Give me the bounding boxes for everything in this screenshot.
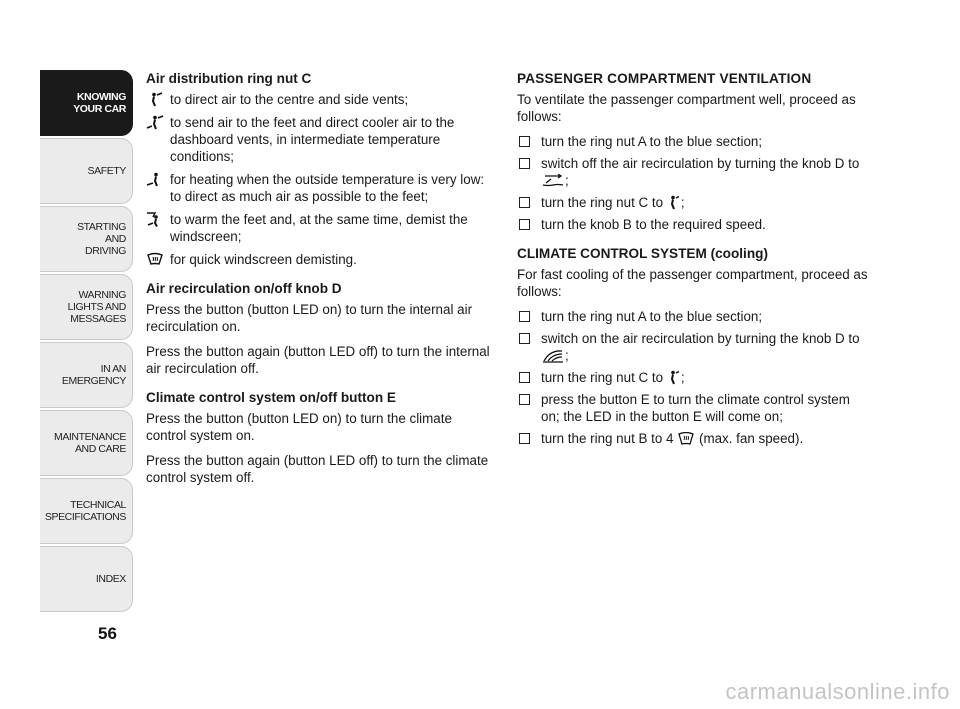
tab-label: STARTING AND DRIVING — [77, 221, 126, 257]
list-item — [517, 155, 869, 189]
vent-face-icon — [146, 92, 164, 107]
list-text: ; — [680, 195, 685, 210]
windscreen-demist-icon — [146, 252, 164, 267]
list-item — [517, 330, 869, 364]
fresh-air-intake-icon — [542, 174, 564, 188]
max-fan-speed-icon — [678, 432, 694, 446]
tab-label: INDEX — [95, 573, 126, 585]
list-item — [517, 430, 869, 447]
recirculation-paragraph: Press the button (button LED on) to turn the internal air recirculation on. — [146, 302, 473, 334]
tab-label: WARNING LIGHTS AND MESSAGES — [67, 289, 126, 325]
tab-technical-specifications[interactable] — [40, 478, 133, 544]
list-item — [517, 133, 869, 150]
recirculation-heading: Air recirculation on/off knob D — [146, 281, 342, 296]
distribution-item — [146, 114, 491, 165]
distribution-text: to send air to the feet and direct cooler air to the dashboard vents, in intermediate temperature conditions; — [170, 115, 455, 164]
list-text: turn the ring nut B to 4 — [541, 431, 674, 446]
chapter-sidebar — [40, 70, 133, 614]
climate-paragraph: Press the button (button LED on) to turn the climate control system on. — [146, 411, 452, 443]
tab-label: KNOWING YOUR CAR — [73, 91, 126, 115]
list-item — [517, 194, 869, 211]
list-item — [517, 369, 869, 386]
tab-index[interactable] — [40, 546, 133, 612]
distribution-item — [146, 91, 491, 108]
list-text: turn the ring nut A to the blue section; — [541, 309, 763, 324]
distribution-item — [146, 211, 491, 245]
ventilation-intro: To ventilate the passenger compartment well, proceed as follows: — [517, 92, 856, 124]
tab-label: IN AN EMERGENCY — [61, 363, 126, 387]
distribution-text: for quick windscreen demisting. — [170, 252, 357, 267]
list-text: press the button E to turn the climate control system on; the LED in the button E will come on; — [541, 392, 850, 424]
vent-feet-windscreen-icon — [146, 212, 164, 227]
list-text: (max. fan speed). — [698, 431, 804, 446]
distribution-item — [146, 171, 491, 205]
tab-starting-and-driving[interactable] — [40, 206, 133, 272]
tab-maintenance[interactable] — [40, 410, 133, 476]
list-text: turn the ring nut C to — [541, 195, 664, 210]
list-text: switch on the air recirculation by turning the knob D to — [541, 331, 860, 346]
vent-face-icon — [668, 195, 680, 210]
list-item — [517, 216, 869, 233]
tab-label: SAFETY — [87, 165, 126, 177]
tab-safety[interactable] — [40, 138, 133, 204]
tab-label: TECHNICAL SPECIFICATIONS — [44, 499, 126, 523]
vent-face-feet-icon — [146, 115, 164, 130]
list-text: ; — [680, 370, 685, 385]
list-text: switch off the air recirculation by turning the knob D to — [541, 156, 860, 171]
watermark: carmanualsonline.info — [725, 679, 950, 704]
distribution-text: to warm the feet and, at the same time, demist the windscreen; — [170, 212, 468, 244]
tab-in-an-emergency[interactable] — [40, 342, 133, 408]
tab-label: MAINTENANCE AND CARE — [53, 431, 126, 455]
vent-feet-icon — [146, 172, 164, 187]
vent-face-icon — [668, 370, 680, 385]
climate-paragraph: Press the button again (button LED off) to turn the climate control system off. — [146, 453, 489, 485]
distribution-text: to direct air to the centre and side vents; — [170, 92, 409, 107]
cooling-heading: CLIMATE CONTROL SYSTEM (cooling) — [517, 246, 768, 261]
left-column — [146, 70, 491, 494]
list-item — [517, 308, 869, 325]
right-column — [517, 70, 869, 452]
recirculation-icon — [542, 349, 564, 363]
recirculation-paragraph: Press the button again (button LED off) to turn the internal air recirculation off. — [146, 344, 490, 376]
page-number: 56 — [98, 624, 117, 643]
list-text: turn the ring nut A to the blue section; — [541, 134, 763, 149]
list-item — [517, 391, 869, 425]
distribution-item — [146, 251, 491, 268]
list-text: turn the knob B to the required speed. — [541, 217, 766, 232]
list-text: ; — [565, 348, 569, 363]
cooling-intro: For fast cooling of the passenger compartment, proceed as follows: — [517, 267, 868, 299]
ring-nut-heading: Air distribution ring nut C — [146, 71, 312, 86]
list-text: turn the ring nut C to — [541, 370, 664, 385]
tab-warning-lights[interactable] — [40, 274, 133, 340]
distribution-text: for heating when the outside temperature is very low: to direct as much air as possible to the feet; — [170, 172, 485, 204]
tab-knowing-your-car[interactable] — [40, 70, 133, 136]
ventilation-heading: PASSENGER COMPARTMENT VENTILATION — [517, 71, 812, 86]
list-text: ; — [565, 173, 569, 188]
climate-button-heading: Climate control system on/off button E — [146, 390, 396, 405]
